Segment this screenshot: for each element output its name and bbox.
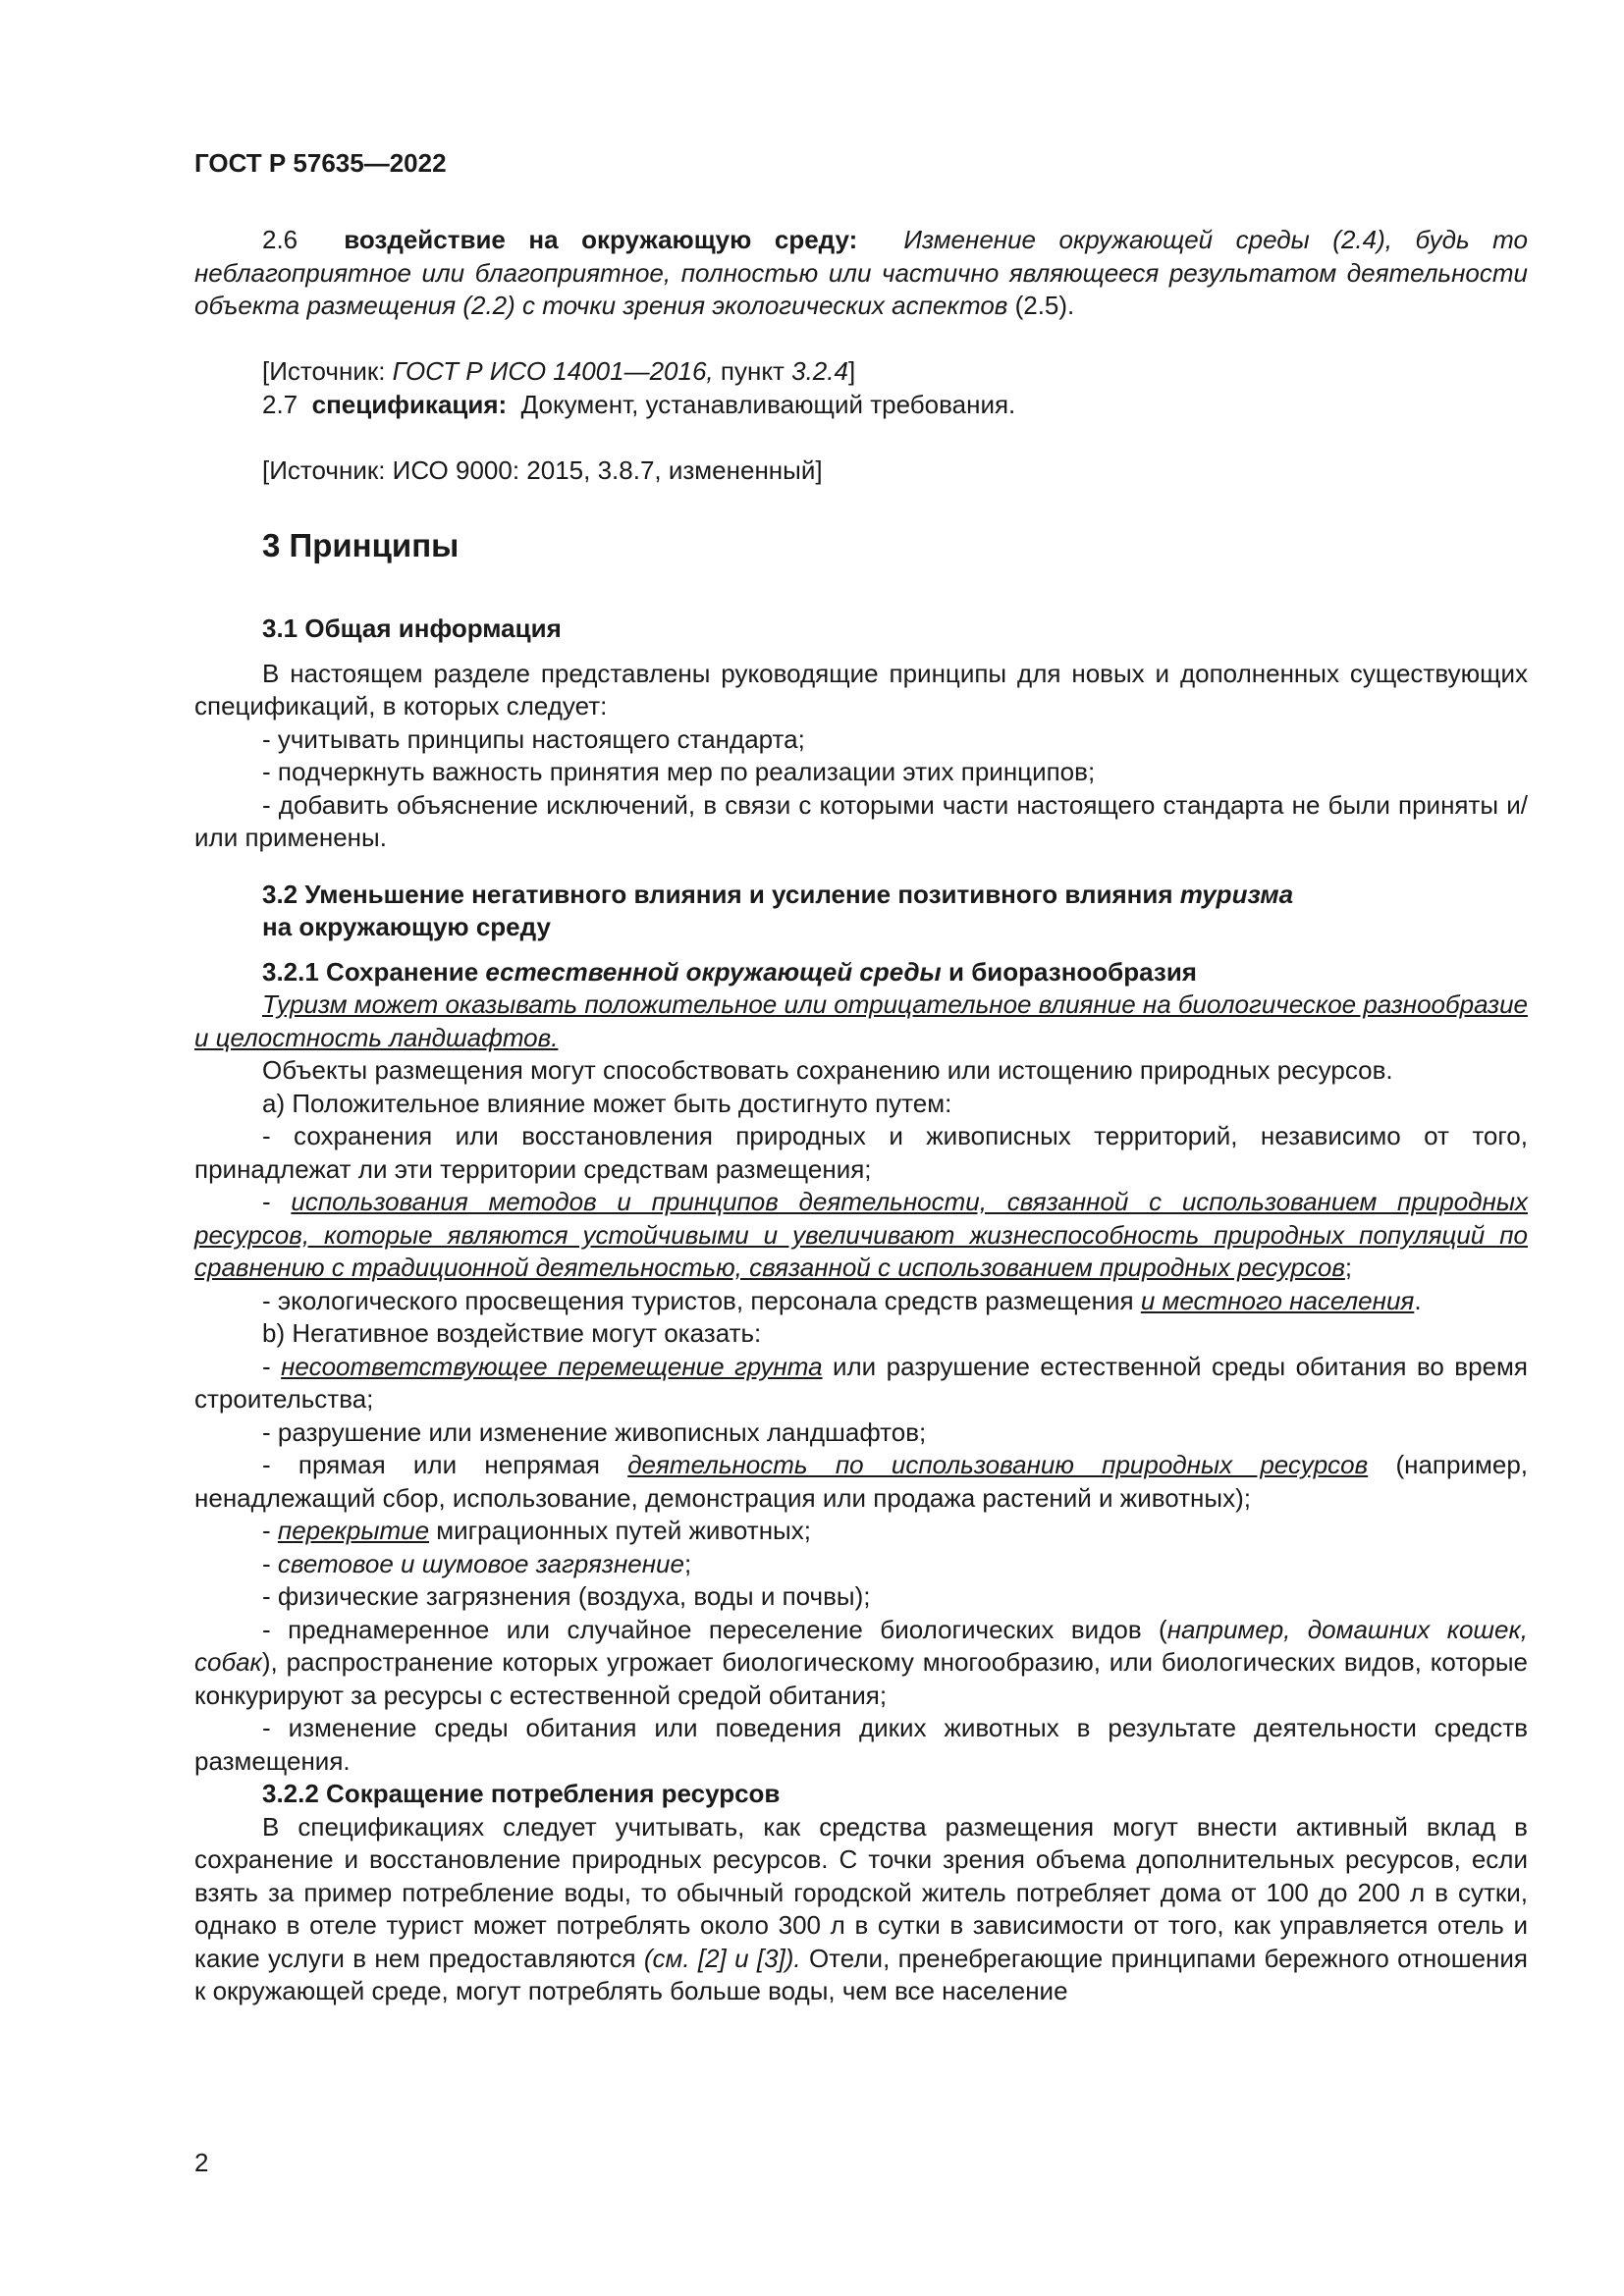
document-code: ГОСТ Р 57635—2022: [194, 148, 447, 178]
term-2-6-source: [Источник: ГОСТ Р ИСО 14001—2016, пункт 3.2.4]: [262, 356, 856, 386]
section-3-1-intro: В настоящем разделе представлены руководящие принципы для новых и дополненных существующих спецификаций, в которых следует:: [194, 658, 1528, 721]
list-item: - перекрытие миграционных путей животных;: [262, 1516, 811, 1545]
list-item: - световое и шумовое загрязнение;: [262, 1548, 692, 1578]
term-2-7-source: [Источник: ИСО 9000: 2015, 3.8.7, измененный]: [262, 454, 823, 485]
term-2-6-definition: Изменение окружающей среды (2.4), будь то неблагоприятное или благоприятное, полностью или частично являющееся результатом деятельности объекта размещения (2.2) с точки зрения экологических аспектов: [194, 225, 1528, 320]
list-item: - разрушение или изменение живописных ландшафтов;: [262, 1416, 927, 1447]
list-item: - преднамеренное или случайное переселение биологических видов (например, домашних кошек, собак), распространение которых угрожает биологическому многообразию, или биологических видов, которые конкурируют за ресурсы с естественной средой обитания;: [194, 1614, 1528, 1710]
list-item: - несоответствующее перемещение грунта или разрушение естественной среды обитания во время строительства;: [194, 1351, 1528, 1414]
section-3-2-heading: 3.2 Уменьшение негативного влияния и усиление позитивного влияния туризма на окружающую среду: [262, 879, 1294, 941]
list-item: - прямая или непрямая деятельность по использованию природных ресурсов (например, ненадлежащий сбор, использование, демонстрация или продажа растений и животных);: [194, 1450, 1528, 1513]
list-heading-b: b) Негативное воздействие могут оказать:: [262, 1318, 762, 1348]
list-item: - использования методов и принципов деятельности, связанной с использованием природных ресурсов, которые являются устойчивыми и увеличивают жизнеспособность природных популяций по сравнению с традиционной деятельностью, связанной с использованием природных ресурсов;: [194, 1187, 1528, 1282]
page-number: 2: [194, 2148, 209, 2177]
term-2-6-name: воздействие на окружающую среду:: [344, 225, 858, 254]
term-2-7: 2.7 спецификация: Документ, устанавливающий требования.: [262, 389, 1016, 419]
list-item: - физические загрязнения (воздуха, воды и почвы);: [262, 1581, 871, 1611]
section-3-2-1-lead: Туризм может оказывать положительное или отрицательное влияние на биологическое разнообразие и целостность ландшафтов.: [194, 989, 1528, 1052]
list-item: - учитывать принципы настоящего стандарта;: [262, 723, 805, 754]
document-body: [194, 224, 1528, 2008]
term-2-6: 2.6 воздействие на окружающую среду: Изменение окружающей среды (2.4), будь то неблагоприятное или благоприятное, полностью или частично являющееся результатом деятельности объекта размещения (2.2) с точки зрения экологических аспектов (2.5).: [194, 225, 1528, 320]
list-item: - экологического просвещения туристов, персонала средств размещения и местного населения.: [262, 1285, 1422, 1315]
term-2-7-definition: Документ, устанавливающий требования.: [520, 389, 1016, 419]
section-3-2-1-heading: 3.2.1 Сохранение естественной окружающей среды и биоразнообразия: [262, 956, 1197, 987]
section-3-1-heading: 3.1 Общая информация: [262, 614, 562, 643]
section-3-2-2-heading: 3.2.2 Сокращение потребления ресурсов: [262, 1779, 781, 1808]
paragraph: Объекты размещения могут способствовать сохранению или истощению природных ресурсов.: [262, 1055, 1393, 1085]
list-item: - подчеркнуть важность принятия мер по реализации этих принципов;: [262, 757, 1096, 786]
paragraph: В спецификациях следует учитывать, как средства размещения могут внести активный вклад в сохранение и восстановление природных ресурсов. С точки зрения объема дополнительных ресурсов, если взять за пример потребление воды, то обычный городской житель потребляет дома от 100 до 200 л в сутки, однако в отеле турист может потреблять около 300 л в сутки в зависимости от того, как управляется отель и какие услуги в нем предоставляются (см. [2] и [3]). Отели, пренебрегающие принципами бережного отношения к окружающей среде, могут потреблять больше воды, чем все население: [194, 1811, 1529, 2005]
list-item: - сохранения или восстановления природных и живописных территорий, независимо от того, принадлежат ли эти территории средствам размещения;: [194, 1121, 1528, 1184]
list-heading-a: a) Положительное влияние может быть достигнуто путем:: [262, 1088, 952, 1118]
list-item: - изменение среды обитания или поведения диких животных в результате деятельности средств размещения.: [194, 1713, 1528, 1776]
list-item: - добавить объяснение исключений, в связи с которыми части настоящего стандарта не были приняты и/или применены.: [194, 789, 1528, 852]
term-2-7-name: спецификация:: [311, 389, 508, 419]
section-3-heading: 3 Принципы: [262, 527, 460, 563]
